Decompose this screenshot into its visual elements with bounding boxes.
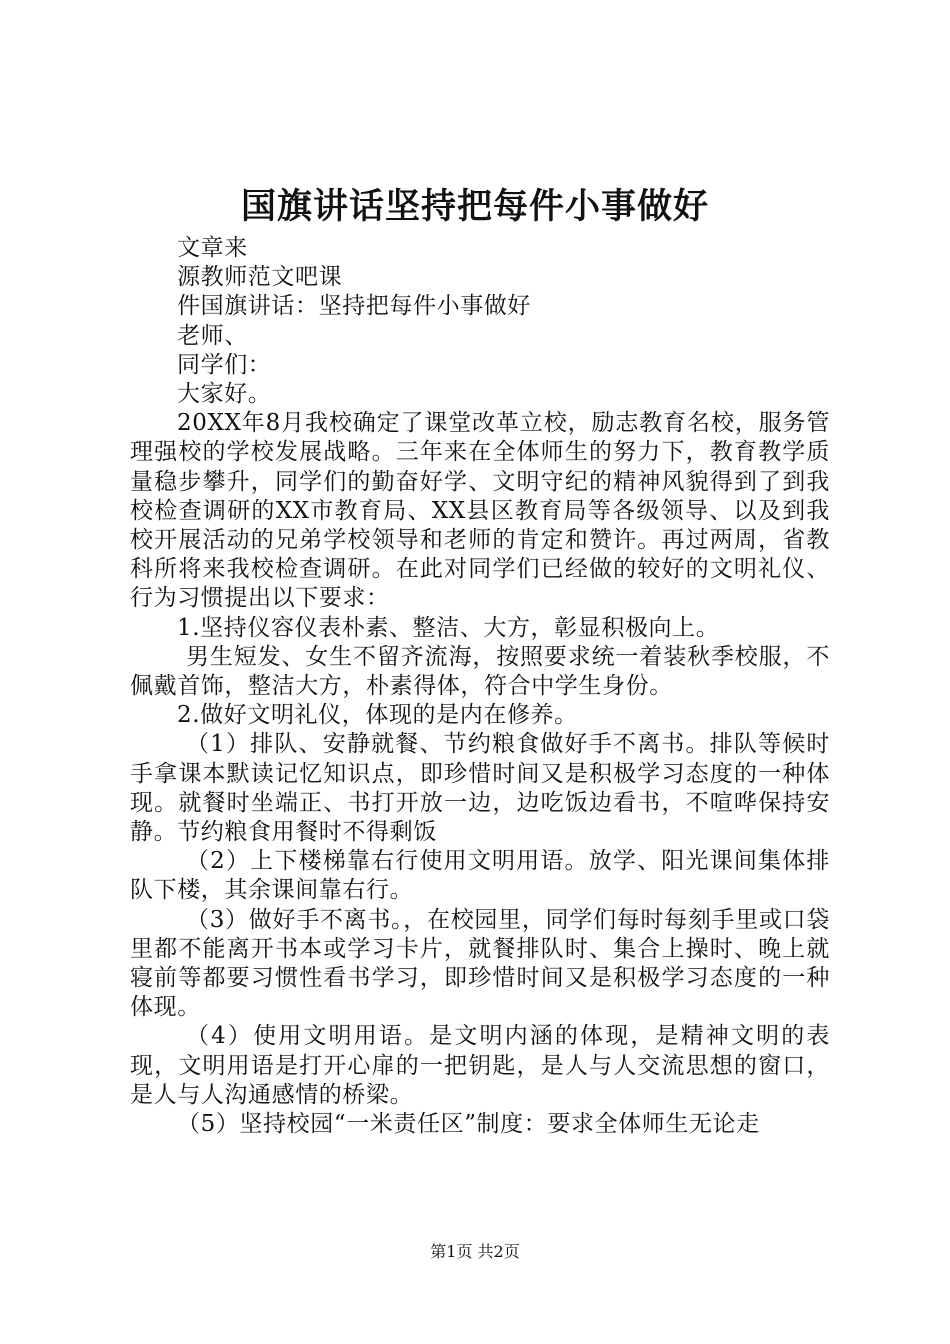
paragraph: 男生短发、女生不留齐流海，按照要求统一着装秋季校服，不佩戴首饰，整洁大方，朴素得体，符合中学生身份。 xyxy=(130,643,830,700)
document-title: 国旗讲话坚持把每件小事做好 xyxy=(240,186,709,227)
page-footer: 第1页 共2页 xyxy=(430,1242,520,1261)
paragraph: 老师、 xyxy=(177,322,248,349)
paragraph: （2）上下楼梯靠右行使用文明用语。放学、阳光课间集体排队下楼，其余课间靠右行。 xyxy=(130,848,830,904)
paragraph: 1.坚持仪容仪表朴素、整洁、大方，彰显积极向上。 xyxy=(177,614,720,641)
paragraph: （4）使用文明用语。是文明内涵的体现，是精神文明的表现，文明用语是打开心扉的一把钥匙，是人与人交流思想的窗口，是人与人沟通感情的桥梁。 xyxy=(130,1023,830,1108)
paragraph: （3）做好手不离书。，在校园里，同学们每时每刻手里或口袋里都不能离开书本或学习卡片，就餐排队时、集合上操时、晚上就寝前等都要习惯性看书学习，即珍惜时间又是积极学习态度的一种体现。 xyxy=(130,906,830,1021)
paragraph: 2.做好文明礼仪，体现的是内在修养。 xyxy=(177,702,578,729)
paragraph: 同学们： xyxy=(177,351,272,378)
paragraph: 大家好。 xyxy=(177,381,272,408)
paragraph: 20XX年8月我校确定了课堂改革立校，励志教育名校，服务管理强校的学校发展战略。三年来在全体师生的努力下，教育教学质量稳步攀升，同学们的勤奋好学、文明守纪的精神风貌得到了到我校检查调研的XX市教育局、XX县区教育局等各级领导、以及到我校开展活动的兄弟学校领导和老师的肯定和赞许。再过两周，省教科所将来我校检查调研。在此对同学们已经做的较好的文明礼仪、行为习惯提出以下要求： xyxy=(130,410,830,612)
paragraph: （1）排队、安静就餐、节约粮食做好手不离书。排队等候时手拿课本默读记忆知识点，即珍惜时间又是积极学习态度的一种体现。就餐时坐端正、书打开放一边，边吃饭边看书，不喧哗保持安静。节约粮食用餐时不得剩饭 xyxy=(130,731,830,846)
paragraph: 文章来 xyxy=(177,235,248,261)
paragraph: 源教师范文吧课 xyxy=(177,264,343,291)
paragraph: 件国旗讲话：坚持把每件小事做好 xyxy=(177,293,531,320)
document-body xyxy=(130,234,830,1139)
paragraph: （5）坚持校园“一米责任区”制度：要求全体师生无论走 xyxy=(177,1111,760,1138)
